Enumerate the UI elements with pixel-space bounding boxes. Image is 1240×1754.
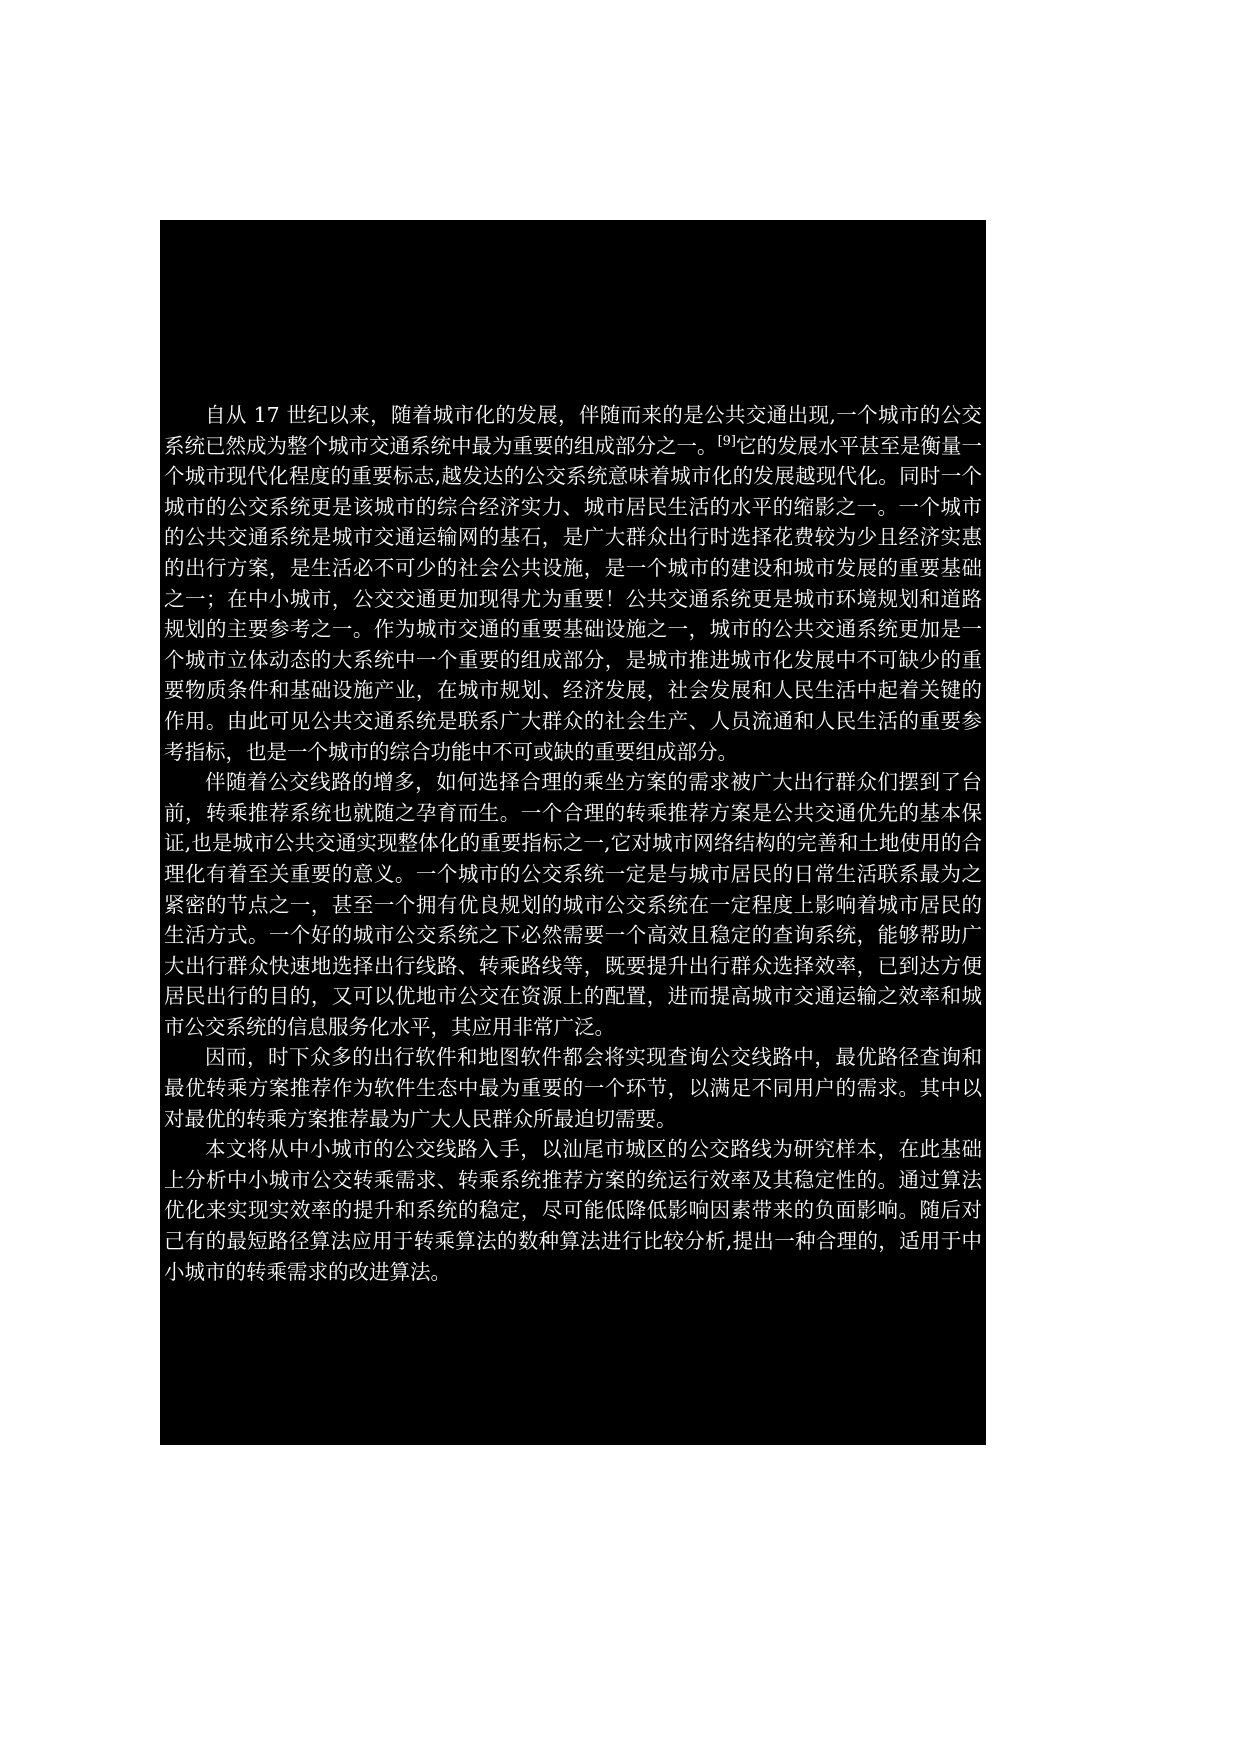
paragraph-1-text-continued: 它的发展水平甚至是衡量一个城市现代化程度的重要标志,越发达的公交系统意味着城市化的发展越现代化。同时一个城市的公交系统更是该城市的综合经济实力、城市居民生活的水平的缩影之一。一个城市的公共交通系统是城市交通运输网的基石，是广大群众出行时选择花费较为少且经济实惠的出行方案，是生活必不可少的社会公共设施，是一个城市的建设和城市发展的重要基础之一；在中小城市，公交交通更加现得尤为重要！公共交通系统更是城市环境规划和道路规划的主要参考之一。作为城市交通的重要基础设施之一，城市的公共交通系统更加是一个城市立体动态的大系统中一个重要的组成部分，是城市推进城市化发展中不可缺少的重要物质条件和基础设施产业，在城市规划、经济发展，社会发展和人民生活中起着关键的作用。由此可见公共交通系统是联系广大群众的社会生产、人员流通和人民生活的重要参考指标，也是一个城市的综合功能中不可或缺的重要组成部分。 bbox=[164, 433, 983, 764]
paragraph-2: 伴随着公交线路的增多，如何选择合理的乘坐方案的需求被广大出行群众们摆到了台前，转乘推荐系统也就随之孕育而生。一个合理的转乘推荐方案是公共交通优先的基本保证,也是城市公共交通实现整体化的重要指标之一,它对城市网络结构的完善和土地使用的合理化有着至关重要的意义。一个城市的公交系统一定是与城市居民的日常生活联系最为之紧密的节点之一，甚至一个拥有优良规划的城市公交系统在一定程度上影响着城市居民的生活方式。一个好的城市公交系统之下必然需要一个高效且稳定的查询系统，能够帮助广大出行群众快速地选择出行线路、转乘路线等，既要提升出行群众选择效率，已到达方便居民出行的目的，又可以优地市公交在资源上的配置，进而提高城市交通运输之效率和城市公交系统的信息服务化水平，其应用非常广泛。 bbox=[164, 770, 982, 1039]
paragraph-1 bbox=[164, 400, 982, 767]
document-body bbox=[160, 400, 986, 1287]
paragraph-1-text: 自从 17 世纪以来，随着城市化的发展，伴随而来的是公共交通出现,一个城市的公交系统已然成为整个城市交通系统中最为重要的组成部分之一。 bbox=[164, 403, 982, 458]
paragraph-3: 因而，时下众多的出行软件和地图软件都会将实现查询公交线路中，最优路径查询和最优转乘方案推荐作为软件生态中最为重要的一个环节，以满足不同用户的需求。其中以对最优的转乘方案推荐最为广大人民群众所最迫切需要。 bbox=[164, 1045, 982, 1131]
masked-content-block bbox=[160, 220, 986, 1445]
reference-mark: [9] bbox=[717, 433, 736, 449]
masked-heading-region bbox=[160, 220, 986, 400]
masked-footer-region bbox=[160, 1287, 986, 1347]
paragraph-4: 本文将从中小城市的公交线路入手，以汕尾市城区的公交路线为研究样本，在此基础上分析中小城市公交转乘需求、转乘系统推荐方案的统运行效率及其稳定性的。通过算法优化来实现实效率的提升和系统的稳定，尽可能低降低影响因素带来的负面影响。随后对己有的最短路径算法应用于转乘算法的数种算法进行比较分析,提出一种合理的，适用于中小城市的转乘需求的改进算法。 bbox=[164, 1137, 982, 1284]
